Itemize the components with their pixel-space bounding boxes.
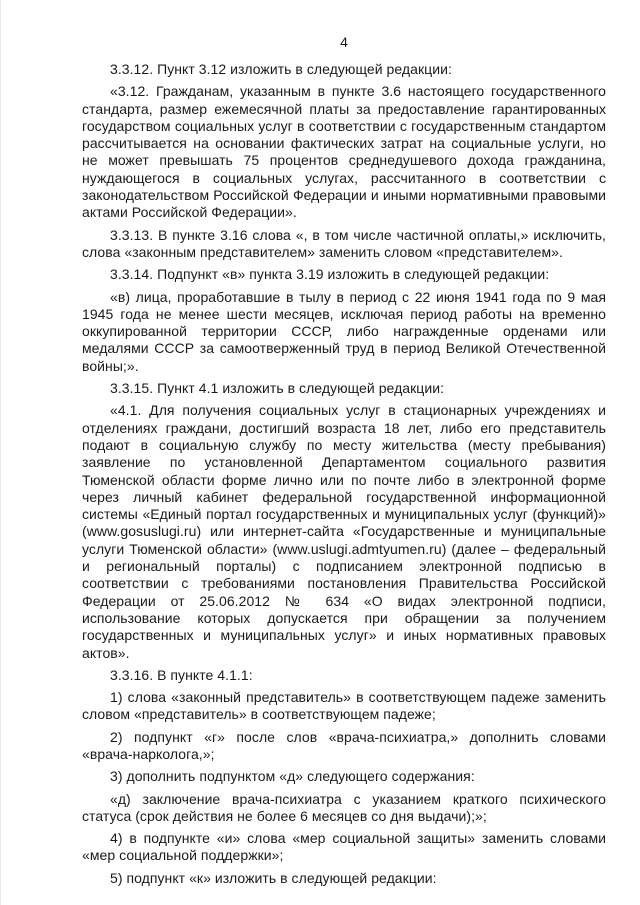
paragraph-3-3-14: 3.3.14. Подпункт «в» пункта 3.19 изложить в следующей редакции: <box>110 266 550 283</box>
paragraph-subpoint-v-text: «в) лица, проработавшие в тылу в период с 22 июня 1941 года по 9 мая 1945 года не менее шести месяцев, исключая период работы на временно оккупированной территории СССР, либо награжденные орденами или медалями СССР за самоотверженный труд в период Великой Отечественной войны;». <box>82 288 606 374</box>
scan-edge-line <box>0 0 1 905</box>
list-item-5: 5) подпункт «к» изложить в следующей редакции: <box>110 869 437 886</box>
list-item-1: 1) слова «законный представитель» в соответствующем падеже заменить словом «представитель» в соответствующем падеже; <box>82 689 606 723</box>
list-item-4: 4) в подпункте «и» слова «мер социальной защиты» заменить словами «мер социальной поддержки»; <box>82 830 606 864</box>
paragraph-4-1-text: «4.1. Для получения социальных услуг в стационарных учреждениях и отделениях граждани, достигший возраста 18 лет, либо его представитель подают в социальную службу по месту жительства (месту пребывания) заявление по установленной Департаментом социального развития Тюменской области форме лично или по почте либо в электронной форме через личный кабинет федеральной государственной информационной системы «Единый портал государственных и муниципальных услуг (функций)» (www.gosuslugi.ru) или интернет-сайта «Государственные и муниципальные услуги Тюменской области» (www.uslugi.admtyumen.ru) (далее – федеральный и региональный порталы) с подписанием электронной подписью в соответствии с требованиями постановления Правительства Российской Федерации от 25.06.2012 № 634 «О видах электронной подписи, использование которых допускается при обращении за получением государственных и муниципальных услуг» и иных нормативных правовых актов». <box>82 402 606 661</box>
list-item-3-quote: «д) заключение врача-психиатра с указанием краткого психического статуса (срок действия не более 6 месяцев со дня выдачи);»; <box>82 790 606 824</box>
paragraph-3-3-13: 3.3.13. В пункте 3.16 слова «, в том числе частичной оплаты,» исключить, слова «законным представителем» заменить словом «представителем». <box>82 226 606 260</box>
paragraph-3-3-16: 3.3.16. В пункте 4.1.1: <box>110 666 253 683</box>
paragraph-3-3-15: 3.3.15. Пункт 4.1 изложить в следующей редакции: <box>110 380 445 397</box>
page-number: 4 <box>340 34 348 50</box>
list-item-2: 2) подпункт «г» после слов «врача-психиатра,» дополнить словами «врача-нарколога,»; <box>82 728 606 762</box>
paragraph-3-3-12: 3.3.12. Пункт 3.12 изложить в следующей редакции: <box>110 61 452 77</box>
paragraph-3-12-text: «3.12. Гражданам, указанным в пункте 3.6 настоящего государственного стандарта, размер ежемесячной платы за предоставление гарантированных государством социальных услуг в соответствии с государственным стандартом рассчитывается на основании фактических затрат на социальные услуги, но не может превышать 75 процентов среднедушевого дохода гражданина, нуждающегося в социальных услугах, рассчитанного в соответствии с законодательством Российской Федерации и иными нормативными правовыми актами Российской Федерации». <box>82 83 606 221</box>
list-item-3: 3) дополнить подпунктом «д» следующего содержания: <box>110 768 475 785</box>
